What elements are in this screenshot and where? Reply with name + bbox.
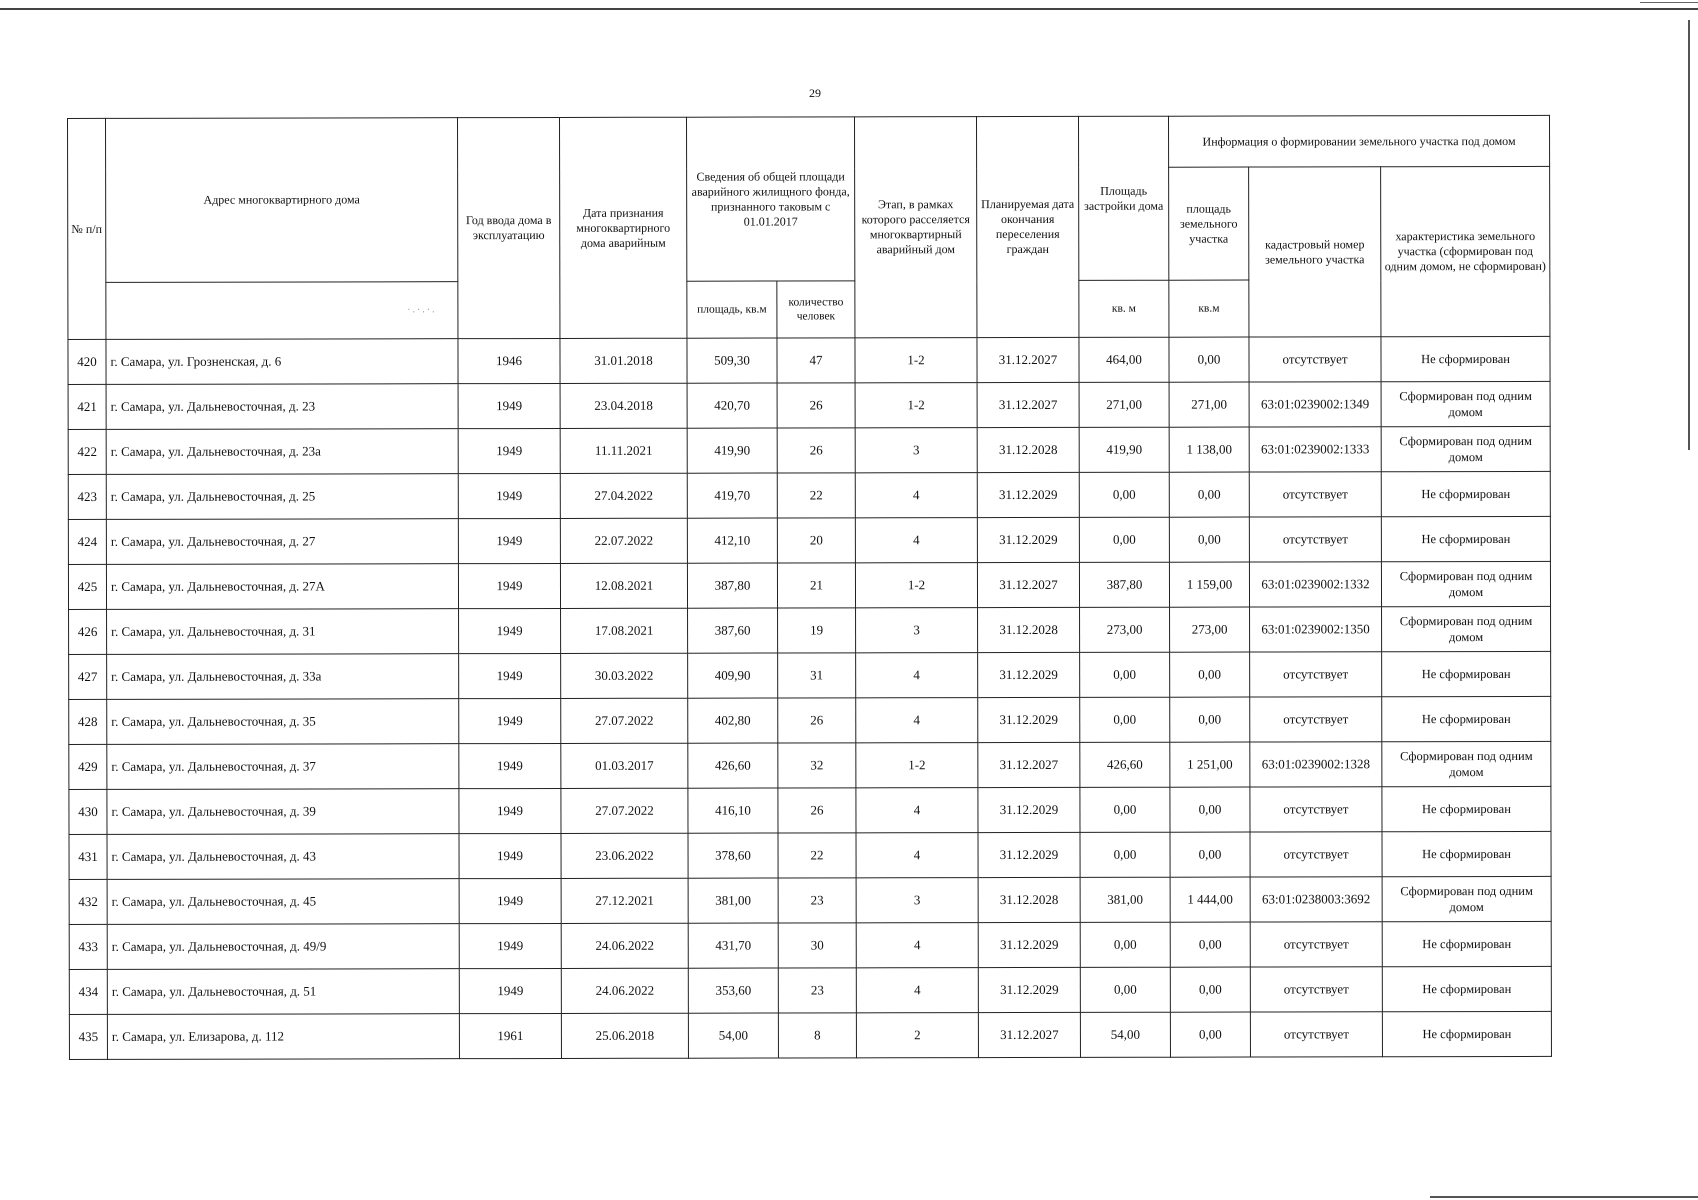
header-fund-area: площадь, кв.м [687, 281, 777, 338]
cell-row-number: 432 [69, 879, 107, 924]
table-row [69, 966, 1551, 1014]
cell-row-number: 429 [69, 744, 107, 789]
cell-cadastral-number: отсутствует [1249, 337, 1381, 382]
cell-recognition-date: 23.06.2022 [561, 833, 688, 878]
header-planned-date: Планируемая дата окончания переселения граждан [976, 116, 1078, 337]
header-stage: Этап, в рамках которого расселяется многоквартирный аварийный дом [854, 117, 976, 338]
cell-stage: 3 [856, 608, 978, 653]
header-num: № п/п [68, 118, 106, 339]
cell-address: г. Самара, ул. Дальневосточная, д. 23а [106, 429, 458, 475]
cell-row-number: 424 [68, 519, 106, 564]
cell-recognition-date: 24.06.2022 [561, 968, 688, 1013]
cell-planned-date: 31.12.2028 [978, 877, 1080, 922]
cell-planned-date: 31.12.2029 [978, 832, 1080, 877]
cell-fund-people: 47 [777, 338, 855, 383]
cell-land-area: 0,00 [1170, 697, 1250, 742]
cell-planned-date: 31.12.2029 [978, 922, 1080, 967]
header-land-area: площадь земельного участка [1169, 167, 1249, 280]
cell-recognition-date: 12.08.2021 [560, 563, 687, 608]
cell-row-number: 422 [68, 429, 106, 474]
cell-cadastral-number: 63:01:0238003:3692 [1250, 877, 1382, 922]
cell-built-area: 419,90 [1079, 427, 1169, 472]
cell-planned-date: 31.12.2028 [977, 427, 1079, 472]
cell-row-number: 427 [69, 654, 107, 699]
cell-planned-date: 31.12.2027 [978, 742, 1080, 787]
cell-built-area: 0,00 [1080, 787, 1170, 832]
cell-built-area: 426,60 [1080, 742, 1170, 787]
cell-fund-people: 32 [778, 743, 856, 788]
cell-row-number: 423 [68, 474, 106, 519]
cell-row-number: 426 [69, 609, 107, 654]
cell-fund-area: 419,70 [687, 473, 777, 518]
table-row [68, 336, 1550, 384]
cell-fund-area: 431,70 [688, 923, 778, 968]
cell-recognition-date: 27.04.2022 [560, 473, 687, 518]
table-row [69, 696, 1551, 744]
cell-recognition-date: 11.11.2021 [560, 428, 687, 473]
cell-land-status: Сформирован под одним домом [1381, 561, 1550, 606]
cell-stage: 1-2 [855, 338, 977, 383]
table-row [69, 831, 1551, 879]
cell-planned-date: 31.12.2029 [977, 472, 1079, 517]
cell-recognition-date: 27.07.2022 [561, 788, 688, 833]
cell-land-area: 0,00 [1169, 472, 1249, 517]
cell-stage: 1-2 [855, 563, 977, 608]
cell-cadastral-number: 63:01:0239002:1328 [1250, 742, 1382, 787]
cell-fund-area: 54,00 [688, 1013, 778, 1058]
cell-address: г. Самара, ул. Дальневосточная, д. 39 [107, 789, 459, 835]
cell-fund-people: 19 [778, 608, 856, 653]
cell-land-status: Сформирован под одним домом [1382, 876, 1551, 921]
cell-fund-area: 412,10 [687, 518, 777, 563]
cell-land-status: Не сформирован [1382, 651, 1551, 696]
cell-planned-date: 31.12.2027 [978, 1012, 1080, 1057]
cell-land-area: 273,00 [1170, 607, 1250, 652]
cell-planned-date: 31.12.2029 [978, 652, 1080, 697]
cell-recognition-date: 30.03.2022 [561, 653, 688, 698]
cell-year: 1949 [458, 383, 560, 428]
cell-cadastral-number: 63:01:0239002:1350 [1250, 607, 1382, 652]
cell-cadastral-number: 63:01:0239002:1332 [1249, 562, 1381, 607]
cell-land-area: 0,00 [1169, 517, 1249, 562]
emergency-housing-table [67, 115, 1552, 1060]
cell-land-area: 0,00 [1170, 787, 1250, 832]
cell-planned-date: 31.12.2029 [978, 967, 1080, 1012]
cell-built-area: 0,00 [1079, 472, 1169, 517]
cell-fund-area: 419,90 [687, 428, 777, 473]
table-row [69, 606, 1551, 654]
cell-land-status: Сформирован под одним домом [1381, 381, 1550, 426]
scan-border-bottom [1430, 1196, 1698, 1198]
cell-recognition-date: 27.12.2021 [561, 878, 688, 923]
cell-fund-people: 22 [777, 473, 855, 518]
cell-land-status: Не сформирован [1381, 336, 1550, 381]
cell-land-area: 1 138,00 [1169, 427, 1249, 472]
cell-row-number: 420 [68, 339, 106, 384]
cell-year: 1949 [459, 608, 561, 653]
cell-recognition-date: 23.04.2018 [560, 383, 687, 428]
cell-year: 1949 [459, 698, 561, 743]
cell-fund-people: 26 [778, 788, 856, 833]
cell-land-status: Сформирован под одним домом [1382, 741, 1551, 786]
cell-address: г. Самара, ул. Дальневосточная, д. 43 [107, 834, 459, 880]
cell-built-area: 0,00 [1080, 832, 1170, 877]
cell-recognition-date: 31.01.2018 [560, 338, 687, 383]
cell-land-status: Не сформирован [1381, 516, 1550, 561]
cell-stage: 4 [855, 518, 977, 563]
cell-fund-area: 420,70 [687, 383, 777, 428]
cell-recognition-date: 27.07.2022 [561, 698, 688, 743]
cell-recognition-date: 22.07.2022 [560, 518, 687, 563]
table-row [69, 741, 1551, 789]
cell-cadastral-number: 63:01:0239002:1333 [1249, 427, 1381, 472]
cell-cadastral-number: отсутствует [1250, 787, 1382, 832]
cell-year: 1949 [458, 428, 560, 473]
cell-built-area: 0,00 [1080, 652, 1170, 697]
header-built-area: Площадь застройки дома [1078, 116, 1168, 280]
cell-cadastral-number: отсутствует [1249, 517, 1381, 562]
cell-row-number: 431 [69, 834, 107, 879]
cell-fund-people: 26 [777, 383, 855, 428]
cell-planned-date: 31.12.2029 [977, 517, 1079, 562]
cell-land-area: 0,00 [1170, 922, 1250, 967]
cell-land-status: Не сформирован [1382, 921, 1551, 966]
cell-land-status: Не сформирован [1382, 831, 1551, 876]
cell-fund-area: 416,10 [688, 788, 778, 833]
cell-land-area: 0,00 [1170, 832, 1250, 877]
cell-land-status: Не сформирован [1381, 471, 1550, 516]
page-number: 29 [809, 86, 821, 100]
cell-land-status: Не сформирован [1382, 966, 1551, 1011]
cell-address: г. Самара, ул. Дальневосточная, д. 27А [106, 564, 458, 610]
cell-row-number: 421 [68, 384, 106, 429]
cell-fund-people: 31 [778, 653, 856, 698]
header-cadastral: кадастровый номер земельного участка [1249, 167, 1381, 337]
cell-planned-date: 31.12.2028 [978, 607, 1080, 652]
cell-row-number: 430 [69, 789, 107, 834]
cell-land-area: 0,00 [1170, 652, 1250, 697]
cell-fund-people: 30 [778, 923, 856, 968]
cell-cadastral-number: отсутствует [1250, 832, 1382, 877]
cell-built-area: 381,00 [1080, 877, 1170, 922]
header-land-info: Информация о формировании земельного участка под домом [1168, 115, 1549, 167]
cell-year: 1949 [458, 518, 560, 563]
header-built-area-unit: кв. м [1079, 280, 1169, 337]
header-fund-info: Сведения об общей площади аварийного жилищного фонда, признанного таковым с 01.01.2017 [686, 117, 854, 281]
cell-built-area: 387,80 [1079, 562, 1169, 607]
cell-address: г. Самара, ул. Елизарова, д. 112 [107, 1014, 459, 1060]
cell-year: 1949 [459, 833, 561, 878]
cell-fund-people: 22 [778, 833, 856, 878]
cell-stage: 3 [856, 878, 978, 923]
cell-fund-people: 20 [777, 518, 855, 563]
cell-cadastral-number: отсутствует [1250, 922, 1382, 967]
table-row [69, 921, 1551, 969]
cell-land-status: Сформирован под одним домом [1381, 426, 1550, 471]
cell-stage: 4 [856, 653, 978, 698]
cell-year: 1949 [459, 743, 561, 788]
cell-stage: 4 [856, 923, 978, 968]
scan-border-right [1688, 20, 1690, 450]
cell-land-area: 271,00 [1169, 382, 1249, 427]
cell-land-status: Сформирован под одним домом [1382, 606, 1551, 651]
cell-address: г. Самара, ул. Дальневосточная, д. 35 [107, 699, 459, 745]
cell-row-number: 425 [68, 564, 106, 609]
cell-stage: 4 [856, 833, 978, 878]
cell-year: 1949 [459, 968, 561, 1013]
cell-fund-people: 23 [778, 968, 856, 1013]
scan-dots: · . · . · . [407, 304, 435, 315]
cell-stage: 3 [855, 428, 977, 473]
cell-address: г. Самара, ул. Грозненская, д. 6 [106, 339, 458, 385]
cell-address: г. Самара, ул. Дальневосточная, д. 27 [106, 519, 458, 565]
cell-cadastral-number: отсутствует [1250, 697, 1382, 742]
cell-built-area: 0,00 [1080, 922, 1170, 967]
cell-built-area: 54,00 [1080, 1012, 1170, 1057]
cell-land-area: 1 159,00 [1169, 562, 1249, 607]
cell-fund-people: 26 [778, 698, 856, 743]
cell-planned-date: 31.12.2027 [977, 562, 1079, 607]
cell-year: 1949 [459, 788, 561, 833]
header-address-blank [106, 282, 458, 340]
cell-land-area: 1 251,00 [1170, 742, 1250, 787]
table-body [68, 336, 1552, 1059]
table-row [68, 426, 1550, 474]
header-land-area-unit: кв.м [1169, 280, 1249, 337]
header-fund-people: количество человек [777, 281, 855, 338]
cell-recognition-date: 24.06.2022 [561, 923, 688, 968]
table-row [69, 786, 1551, 834]
cell-cadastral-number: отсутствует [1250, 1012, 1382, 1057]
cell-planned-date: 31.12.2029 [978, 787, 1080, 832]
cell-year: 1949 [458, 473, 560, 518]
cell-fund-area: 378,60 [688, 833, 778, 878]
cell-year: 1949 [458, 563, 560, 608]
cell-fund-area: 387,80 [687, 563, 777, 608]
cell-land-area: 0,00 [1170, 967, 1250, 1012]
cell-cadastral-number: отсутствует [1250, 967, 1382, 1012]
cell-year: 1949 [459, 923, 561, 968]
cell-address: г. Самара, ул. Дальневосточная, д. 25 [106, 474, 458, 520]
cell-row-number: 435 [69, 1014, 107, 1059]
cell-fund-people: 21 [777, 563, 855, 608]
table-row [68, 471, 1550, 519]
cell-row-number: 434 [69, 969, 107, 1014]
cell-fund-area: 426,60 [688, 743, 778, 788]
cell-built-area: 464,00 [1079, 337, 1169, 382]
cell-stage: 1-2 [856, 743, 978, 788]
cell-address: г. Самара, ул. Дальневосточная, д. 37 [107, 744, 459, 790]
table-row [68, 381, 1550, 429]
table-row [69, 651, 1551, 699]
table-row [68, 561, 1550, 609]
cell-land-area: 0,00 [1169, 337, 1249, 382]
cell-cadastral-number: отсутствует [1250, 652, 1382, 697]
cell-stage: 4 [856, 968, 978, 1013]
cell-recognition-date: 01.03.2017 [561, 743, 688, 788]
cell-stage: 2 [856, 1013, 978, 1058]
cell-land-status: Не сформирован [1382, 786, 1551, 831]
cell-fund-area: 353,60 [688, 968, 778, 1013]
header-address: Адрес многоквартирного дома [106, 118, 458, 283]
cell-fund-people: 26 [777, 428, 855, 473]
scan-border-top-right [1640, 2, 1698, 3]
cell-fund-people: 23 [778, 878, 856, 923]
cell-built-area: 273,00 [1080, 607, 1170, 652]
cell-address: г. Самара, ул. Дальневосточная, д. 49/9 [107, 924, 459, 970]
cell-planned-date: 31.12.2029 [978, 697, 1080, 742]
cell-cadastral-number: 63:01:0239002:1349 [1249, 382, 1381, 427]
cell-land-area: 0,00 [1170, 1012, 1250, 1057]
scan-border-top [0, 8, 1698, 10]
cell-planned-date: 31.12.2027 [977, 382, 1079, 427]
cell-year: 1949 [459, 878, 561, 923]
cell-land-area: 1 444,00 [1170, 877, 1250, 922]
cell-planned-date: 31.12.2027 [977, 337, 1079, 382]
cell-address: г. Самара, ул. Дальневосточная, д. 45 [107, 879, 459, 925]
header-characteristic: характеристика земельного участка (сформирован под одним домом, не сформирован) [1381, 166, 1550, 336]
cell-fund-people: 8 [778, 1013, 856, 1058]
cell-built-area: 0,00 [1079, 517, 1169, 562]
cell-fund-area: 409,90 [688, 653, 778, 698]
table-row [69, 876, 1551, 924]
table-row [69, 1011, 1551, 1059]
cell-stage: 4 [856, 698, 978, 743]
header-year: Год ввода дома в эксплуатацию [458, 117, 560, 338]
cell-row-number: 428 [69, 699, 107, 744]
cell-fund-area: 402,80 [688, 698, 778, 743]
cell-stage: 4 [856, 788, 978, 833]
cell-cadastral-number: отсутствует [1249, 472, 1381, 517]
cell-stage: 1-2 [855, 383, 977, 428]
cell-built-area: 0,00 [1080, 967, 1170, 1012]
header-recognition-date: Дата признания многоквартирного дома аварийным [559, 117, 686, 338]
cell-built-area: 271,00 [1079, 382, 1169, 427]
table-row [68, 516, 1550, 564]
cell-year: 1949 [459, 653, 561, 698]
cell-recognition-date: 25.06.2018 [561, 1013, 688, 1058]
cell-fund-area: 387,60 [688, 608, 778, 653]
cell-fund-area: 381,00 [688, 878, 778, 923]
cell-address: г. Самара, ул. Дальневосточная, д. 51 [107, 969, 459, 1015]
cell-land-status: Не сформирован [1382, 1011, 1551, 1056]
cell-address: г. Самара, ул. Дальневосточная, д. 33а [107, 654, 459, 700]
cell-land-status: Не сформирован [1382, 696, 1551, 741]
cell-row-number: 433 [69, 924, 107, 969]
cell-fund-area: 509,30 [687, 338, 777, 383]
cell-year: 1946 [458, 338, 560, 383]
cell-year: 1961 [459, 1013, 561, 1058]
cell-stage: 4 [855, 473, 977, 518]
cell-address: г. Самара, ул. Дальневосточная, д. 23 [106, 384, 458, 430]
cell-recognition-date: 17.08.2021 [561, 608, 688, 653]
cell-built-area: 0,00 [1080, 697, 1170, 742]
cell-address: г. Самара, ул. Дальневосточная, д. 31 [107, 609, 459, 655]
